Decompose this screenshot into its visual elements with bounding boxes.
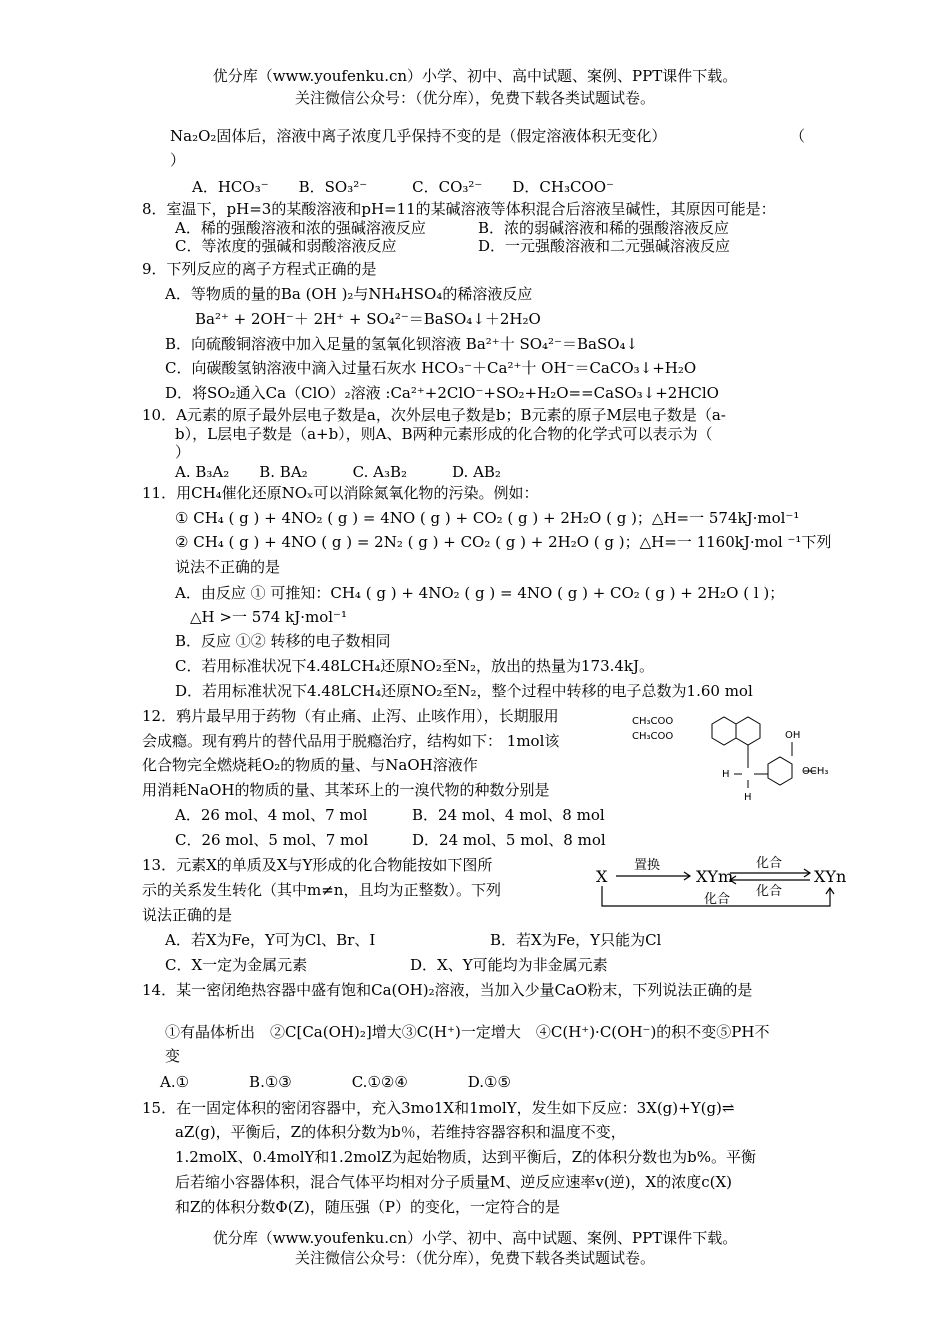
q13-stem-2: 示的关系发生转化（其中m≠n，且均为正整数）。下列 [142,881,501,899]
diagram-replace-label: 置换 [634,858,661,873]
q8-option-b: B．浓的弱碱溶液和稀的强酸溶液反应 [478,219,730,237]
q12-option-d: D．24 mol、5 mol、8 mol [412,831,606,849]
q12-stem-3: 化合物完全燃烧耗O₂的物质的量、与NaOH溶液作 [142,756,478,774]
q11-option-b: B．反应 ①② 转移的电子数相同 [175,632,391,650]
q12-option-c: C．26 mol、5 mol、7 mol [175,831,369,849]
q14-stem: 14．某一密闭绝热容器中盛有饱和Ca(OH)₂溶液，当加入少量CaO粉末，下列说法正确的是 [142,981,753,999]
q11-equation-1: ① CH₄ ( g ) + 4NO₂ ( g ) = 4NO ( g ) + CO₂ ( g ) + 2H₂O ( g )；△H=一 574kJ·mol⁻¹ [175,509,800,527]
q11-equation-2: ② CH₄ ( g ) + 4NO ( g ) = 2N₂ ( g ) + CO₂ ( g ) + 2H₂O ( g )；△H=一 1160kJ·mol ⁻¹下列 [175,533,832,551]
q7-stem: Na₂O₂固体后，溶液中离子浓度几乎保持不变的是（假定溶液体积无变化） [170,127,667,145]
q10-stem-3: ） [175,443,191,461]
q7-options: A．HCO₃⁻ B．SO₃²⁻ C．CO₃²⁻ D．CH₃COO⁻ [192,178,614,196]
molecule-label-oh: OH [785,730,801,741]
molecule-label-h-bottom: H [744,792,752,803]
q11-stem-tail: 说法不正确的是 [175,558,281,576]
q8-option-a: A．稀的强酸溶液和浓的强碱溶液反应 [175,219,426,237]
molecule-label-och3: OCH₃ [802,766,829,777]
diagram-xym: XYm [696,867,734,886]
q13-option-b: B．若X为Fe，Y只能为Cl [490,931,662,949]
q7-paren-close: ） [170,151,186,169]
q12-stem-2: 会成瘾。现有鸦片的替代品用于脱瘾治疗，结构如下： 1mol该 [142,732,560,750]
q9-stem: 9．下列反应的离子方程式正确的是 [142,260,377,278]
q13-option-a: A．若X为Fe，Y可为Cl、Br、I [165,931,376,949]
q14-options: A.① B.①③ C.①②④ D.①⑤ [160,1073,511,1091]
q9-option-a-equation: Ba²⁺ + 2OH⁻＋ 2H⁺ + SO₄²⁻＝BaSO₄↓＋2H₂O [195,310,541,328]
q15-stem-5: 和Z的体积分数Φ(Z)，随压强（P）的变化，一定符合的是 [175,1198,560,1216]
q13-option-d: D．X、Y可能均为非金属元素 [410,956,608,974]
q9-option-c: C．向碳酸氢钠溶液中滴入过量石灰水 HCO₃⁻＋Ca²⁺十 OH⁻＝CaCO₃↓+H₂O [165,359,697,377]
q12-stem-1: 12．鸦片最早用于药物（有止痛、止泻、止咳作用），长期服用 [142,707,559,725]
q11-option-a-2: △H >一 574 kJ·mol⁻¹ [190,608,347,626]
q8-stem: 8．室温下，pH=3的某酸溶液和pH=11的某碱溶液等体积混合后溶液呈碱性，其原因可能是： [142,200,776,218]
q9-option-b: B．向硫酸铜溶液中加入足量的氢氧化钡溶液 Ba²⁺十 SO₄²⁻＝BaSO₄↓ [165,335,639,353]
diagram-x: X [596,867,608,886]
q10-options: A. B₃A₂ B. BA₂ C. A₃B₂ D. AB₂ [175,463,501,481]
q11-stem: 11．用CH₄催化还原NOₓ可以消除氮氧化物的污染。例如： [142,484,539,502]
q10-stem-2: b），L层电子数是（a+b），则A、B两种元素形成的化合物的化学式可以表示为（ [175,425,713,443]
q11-option-a: A．由反应 ① 可推知：CH₄ ( g ) + 4NO₂ ( g ) = 4NO ( g ) + CO₂ ( g ) + 2H₂O ( l )； [175,584,785,602]
q8-option-c: C．等浓度的强碱和弱酸溶液反应 [175,237,397,255]
q9-option-a: A．等物质的量的Ba (OH )₂与NH₄HSO₄的稀溶液反应 [165,285,533,303]
q11-option-c: C．若用标准状况下4.48LCH₄还原NO₂至N₂，放出的热量为173.4kJ。 [175,657,655,675]
q11-option-d: D．若用标准状况下4.48LCH₄还原NO₂至N₂，整个过程中转移的电子总数为1.60 mol [175,682,753,700]
q8-option-d: D．一元强酸溶液和二元强碱溶液反应 [478,237,731,255]
molecule-label-h-left: H [722,769,730,780]
diagram-combine-label-1: 化合 [756,856,783,871]
footer-line-1: 优分库（www.youfenku.cn）小学、初中、高中试题、案例、PPT课件下载。 [212,1229,738,1247]
header-line-1: 优分库（www.youfenku.cn）小学、初中、高中试题、案例、PPT课件下载。 [212,67,738,85]
q13-stem-1: 13．元素X的单质及X与Y形成的化合物能按如下图所 [142,856,493,874]
q15-stem-1: 15．在一固定体积的密闭容器中，充入3mo1X和1molY，发生如下反应：3X(g)+Y(g)⇌ [142,1099,735,1117]
conversion-diagram [592,848,862,916]
q12-option-a: A．26 mol、4 mol、7 mol [175,806,368,824]
q10-stem-1: 10．A元素的原子最外层电子数是a，次外层电子数是b；B元素的原子M层电子数是（a- [142,406,726,424]
q13-option-c: C．X一定为金属元素 [165,956,308,974]
q13-stem-3: 说法正确的是 [142,906,233,924]
molecule-label-2: CH₃COO [632,731,674,742]
q12-option-b: B．24 mol、4 mol、8 mol [412,806,605,824]
q15-stem-2: aZ(g)，平衡后，Z的体积分数为b％，若维持容器容积和温度不变， [175,1123,626,1141]
molecule-label-1: CH₃COO [632,716,674,727]
q12-stem-4: 用消耗NaOH的物质的量、其苯环上的一溴代物的种数分别是 [142,781,550,799]
diagram-combine-label-3: 化合 [704,892,731,907]
q15-stem-4: 后若缩小容器体积，混合气体平均相对分子质量M、逆反应速率v(逆)，X的浓度c(X) [175,1173,733,1191]
diagram-xyn: XYn [814,867,847,886]
footer-line-2: 关注微信公众号：（优分库），免费下载各类试题试卷。 [294,1249,655,1267]
q14-items-2: 变 [165,1047,181,1065]
molecule-structure [630,702,845,810]
q7-paren-open: （ [790,127,806,145]
header-line-2: 关注微信公众号：（优分库），免费下载各类试题试卷。 [294,89,655,107]
diagram-combine-label-2: 化合 [756,884,783,899]
q15-stem-3: 1.2molX、0.4molY和1.2molZ为起始物质，达到平衡后，Z的体积分数也为b%。平衡 [175,1148,757,1166]
q9-option-d: D．将SO₂通入Ca（ClO）₂溶液 :Ca²⁺+2ClO⁻+SO₂+H₂O==CaSO₃↓+2HClO [165,384,719,402]
q14-items-1: ①有晶体析出 ②C[Ca(OH)₂]增大③C(H⁺)一定增大 ④C(H⁺)·C(OH⁻)的积不变⑤PH不 [165,1023,770,1041]
